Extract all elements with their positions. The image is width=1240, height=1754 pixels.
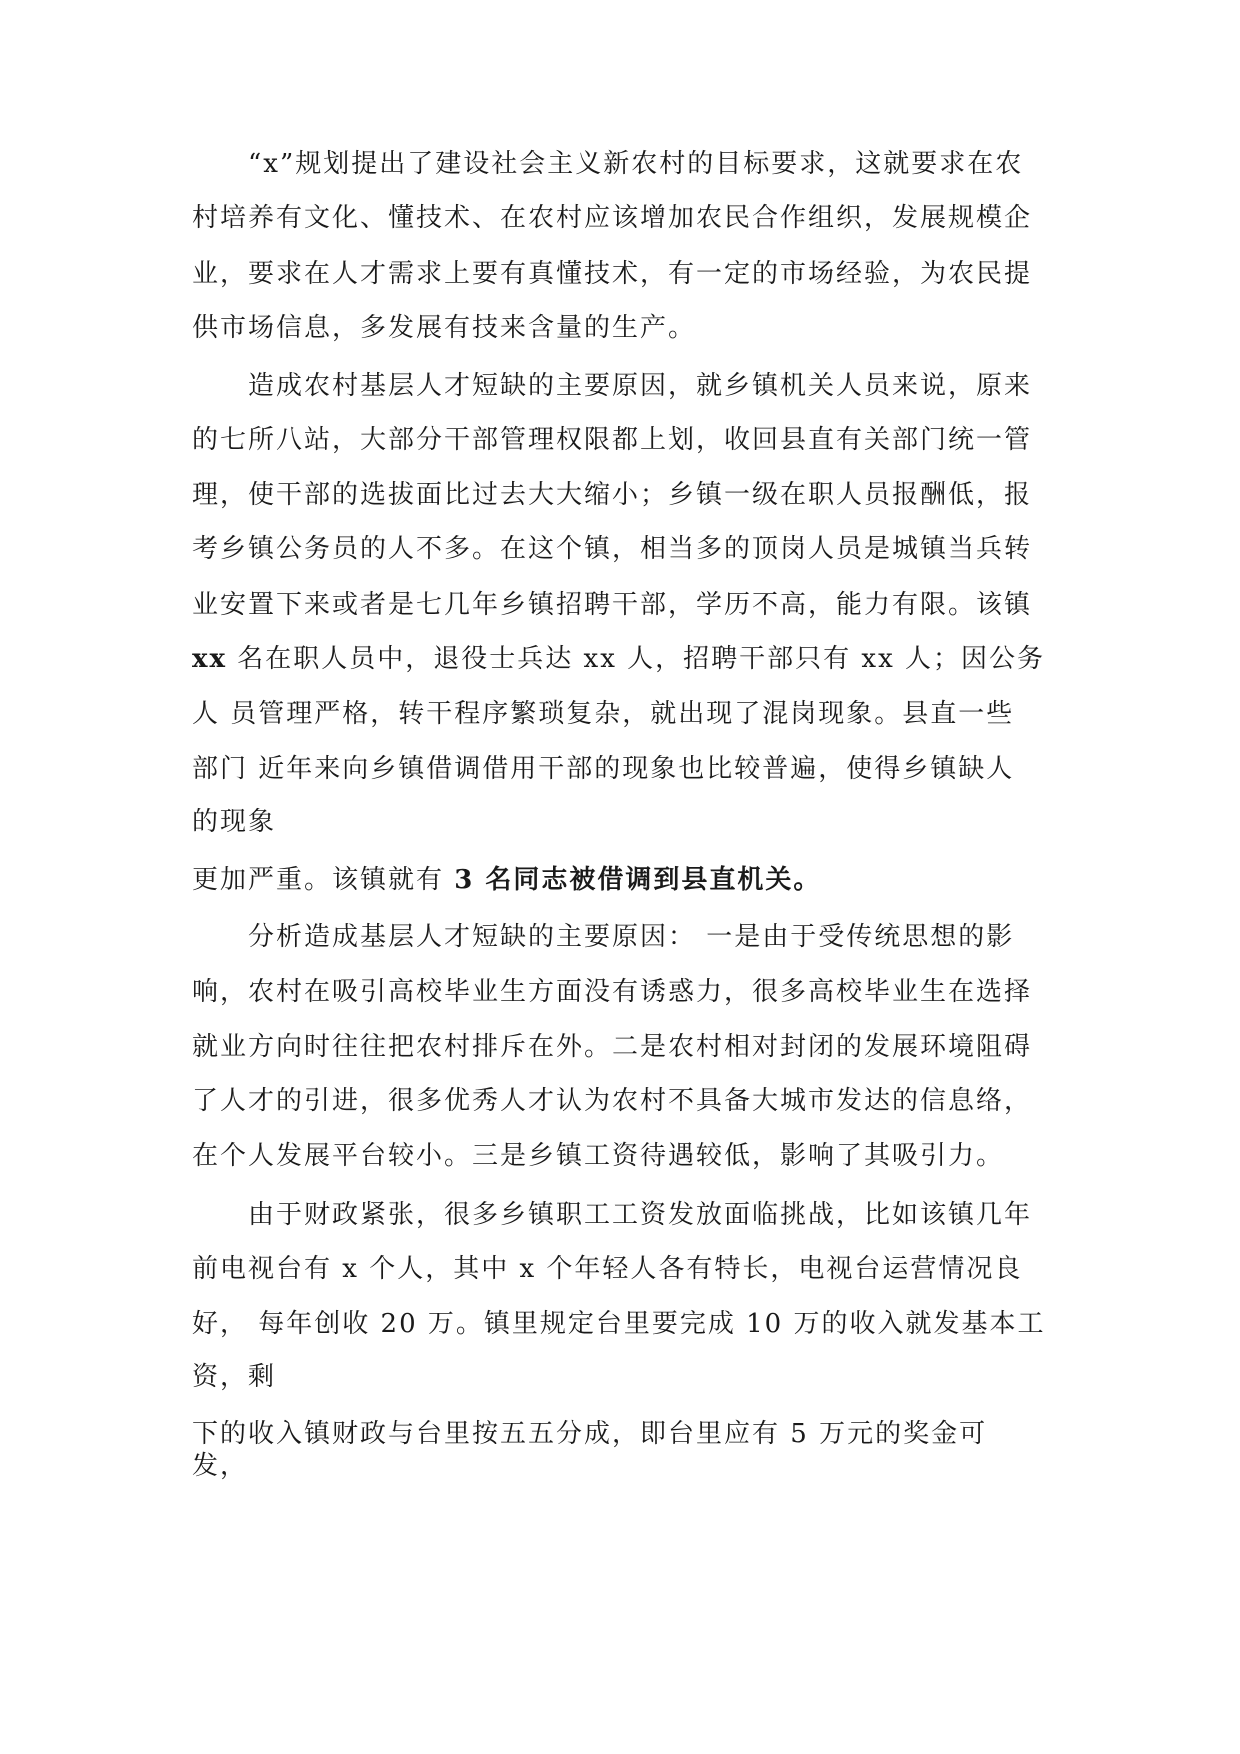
paragraph-1-line-1: “x”规划提出了建设社会主义新农村的目标要求，这就要求在农 [248,149,1024,179]
paragraph-4-line-2: 前电视台有 x 个人，其中 x 个年轻人各有特长，电视台运营情况良 [192,1254,1023,1284]
paragraph-2-line-2: 的七所八站，大部分干部管理权限都上划，收回县直有关部门统一管 [192,425,1033,455]
paragraph-1-line-3: 业，要求在人才需求上要有真懂技术，有一定的市场经验，为农民提 [192,259,1033,289]
bold-count: xx [192,644,228,674]
paragraph-1-line-2: 村培养有文化、懂技术、在农村应该增加农民合作组织，发展规模企 [192,203,1033,233]
paragraph-2-line-4: 考乡镇公务员的人不多。在这个镇，相当多的顶岗人员是城镇当兵转 [192,534,1033,564]
paragraph-1-line-4: 供市场信息，多发展有技来含量的生产。 [192,313,697,343]
paragraph-4-line-6: 发， [192,1451,249,1481]
line-text: 名在职人员中，退役士兵达 xx 人，招聘干部只有 xx 人；因公务 [237,644,1045,674]
bold-statement: 3 名同志被借调到县直机关。 [454,865,822,895]
paragraph-3-line-4: 了人才的引进，很多优秀人才认为农村不具备大城市发达的信息络， [192,1086,1033,1116]
paragraph-4-line-4: 资，剩 [192,1362,277,1392]
paragraph-2-line-3: 理，使干部的选拔面比过去大大缩小；乡镇一级在职人员报酬低，报 [192,480,1033,510]
paragraph-2-line-8: 部门 近年来向乡镇借调借用干部的现象也比较普遍，使得乡镇缺人 [192,754,1015,784]
paragraph-2-line-5: 业安置下来或者是七几年乡镇招聘干部，学历不高，能力有限。该镇 [192,590,1033,620]
paragraph-3-line-5: 在个人发展平台较小。三是乡镇工资待遇较低，影响了其吸引力。 [192,1141,1005,1171]
paragraph-4-line-3: 好， 每年创收 20 万。镇里规定台里要完成 10 万的收入就发基本工 [192,1309,1046,1339]
paragraph-2-line-1: 造成农村基层人才短缺的主要原因，就乡镇机关人员来说，原来 [248,371,1033,401]
paragraph-3-line-2: 响，农村在吸引高校毕业生方面没有诱惑力，很多高校毕业生在选择 [192,977,1033,1007]
paragraph-2-line-10 [192,863,821,897]
line-text: 更加严重。该镇就有 [192,865,455,895]
paragraph-2-line-6 [192,642,1045,676]
paragraph-3-line-1: 分析造成基层人才短缺的主要原因： 一是由于受传统思想的影 [248,922,1015,952]
paragraph-4-line-1: 由于财政紧张，很多乡镇职工工资发放面临挑战，比如该镇几年 [248,1200,1033,1230]
paragraph-3-line-3: 就业方向时往往把农村排斥在外。二是农村相对封闭的发展环境阻碍 [192,1032,1033,1062]
paragraph-4-line-5: 下的收入镇财政与台里按五五分成，即台里应有 5 万元的奖金可 [192,1419,988,1449]
paragraph-2-line-7: 人 员管理严格，转干程序繁琐复杂，就出现了混岗现象。县直一些 [192,699,1015,729]
paragraph-2-line-9: 的现象 [192,807,277,837]
